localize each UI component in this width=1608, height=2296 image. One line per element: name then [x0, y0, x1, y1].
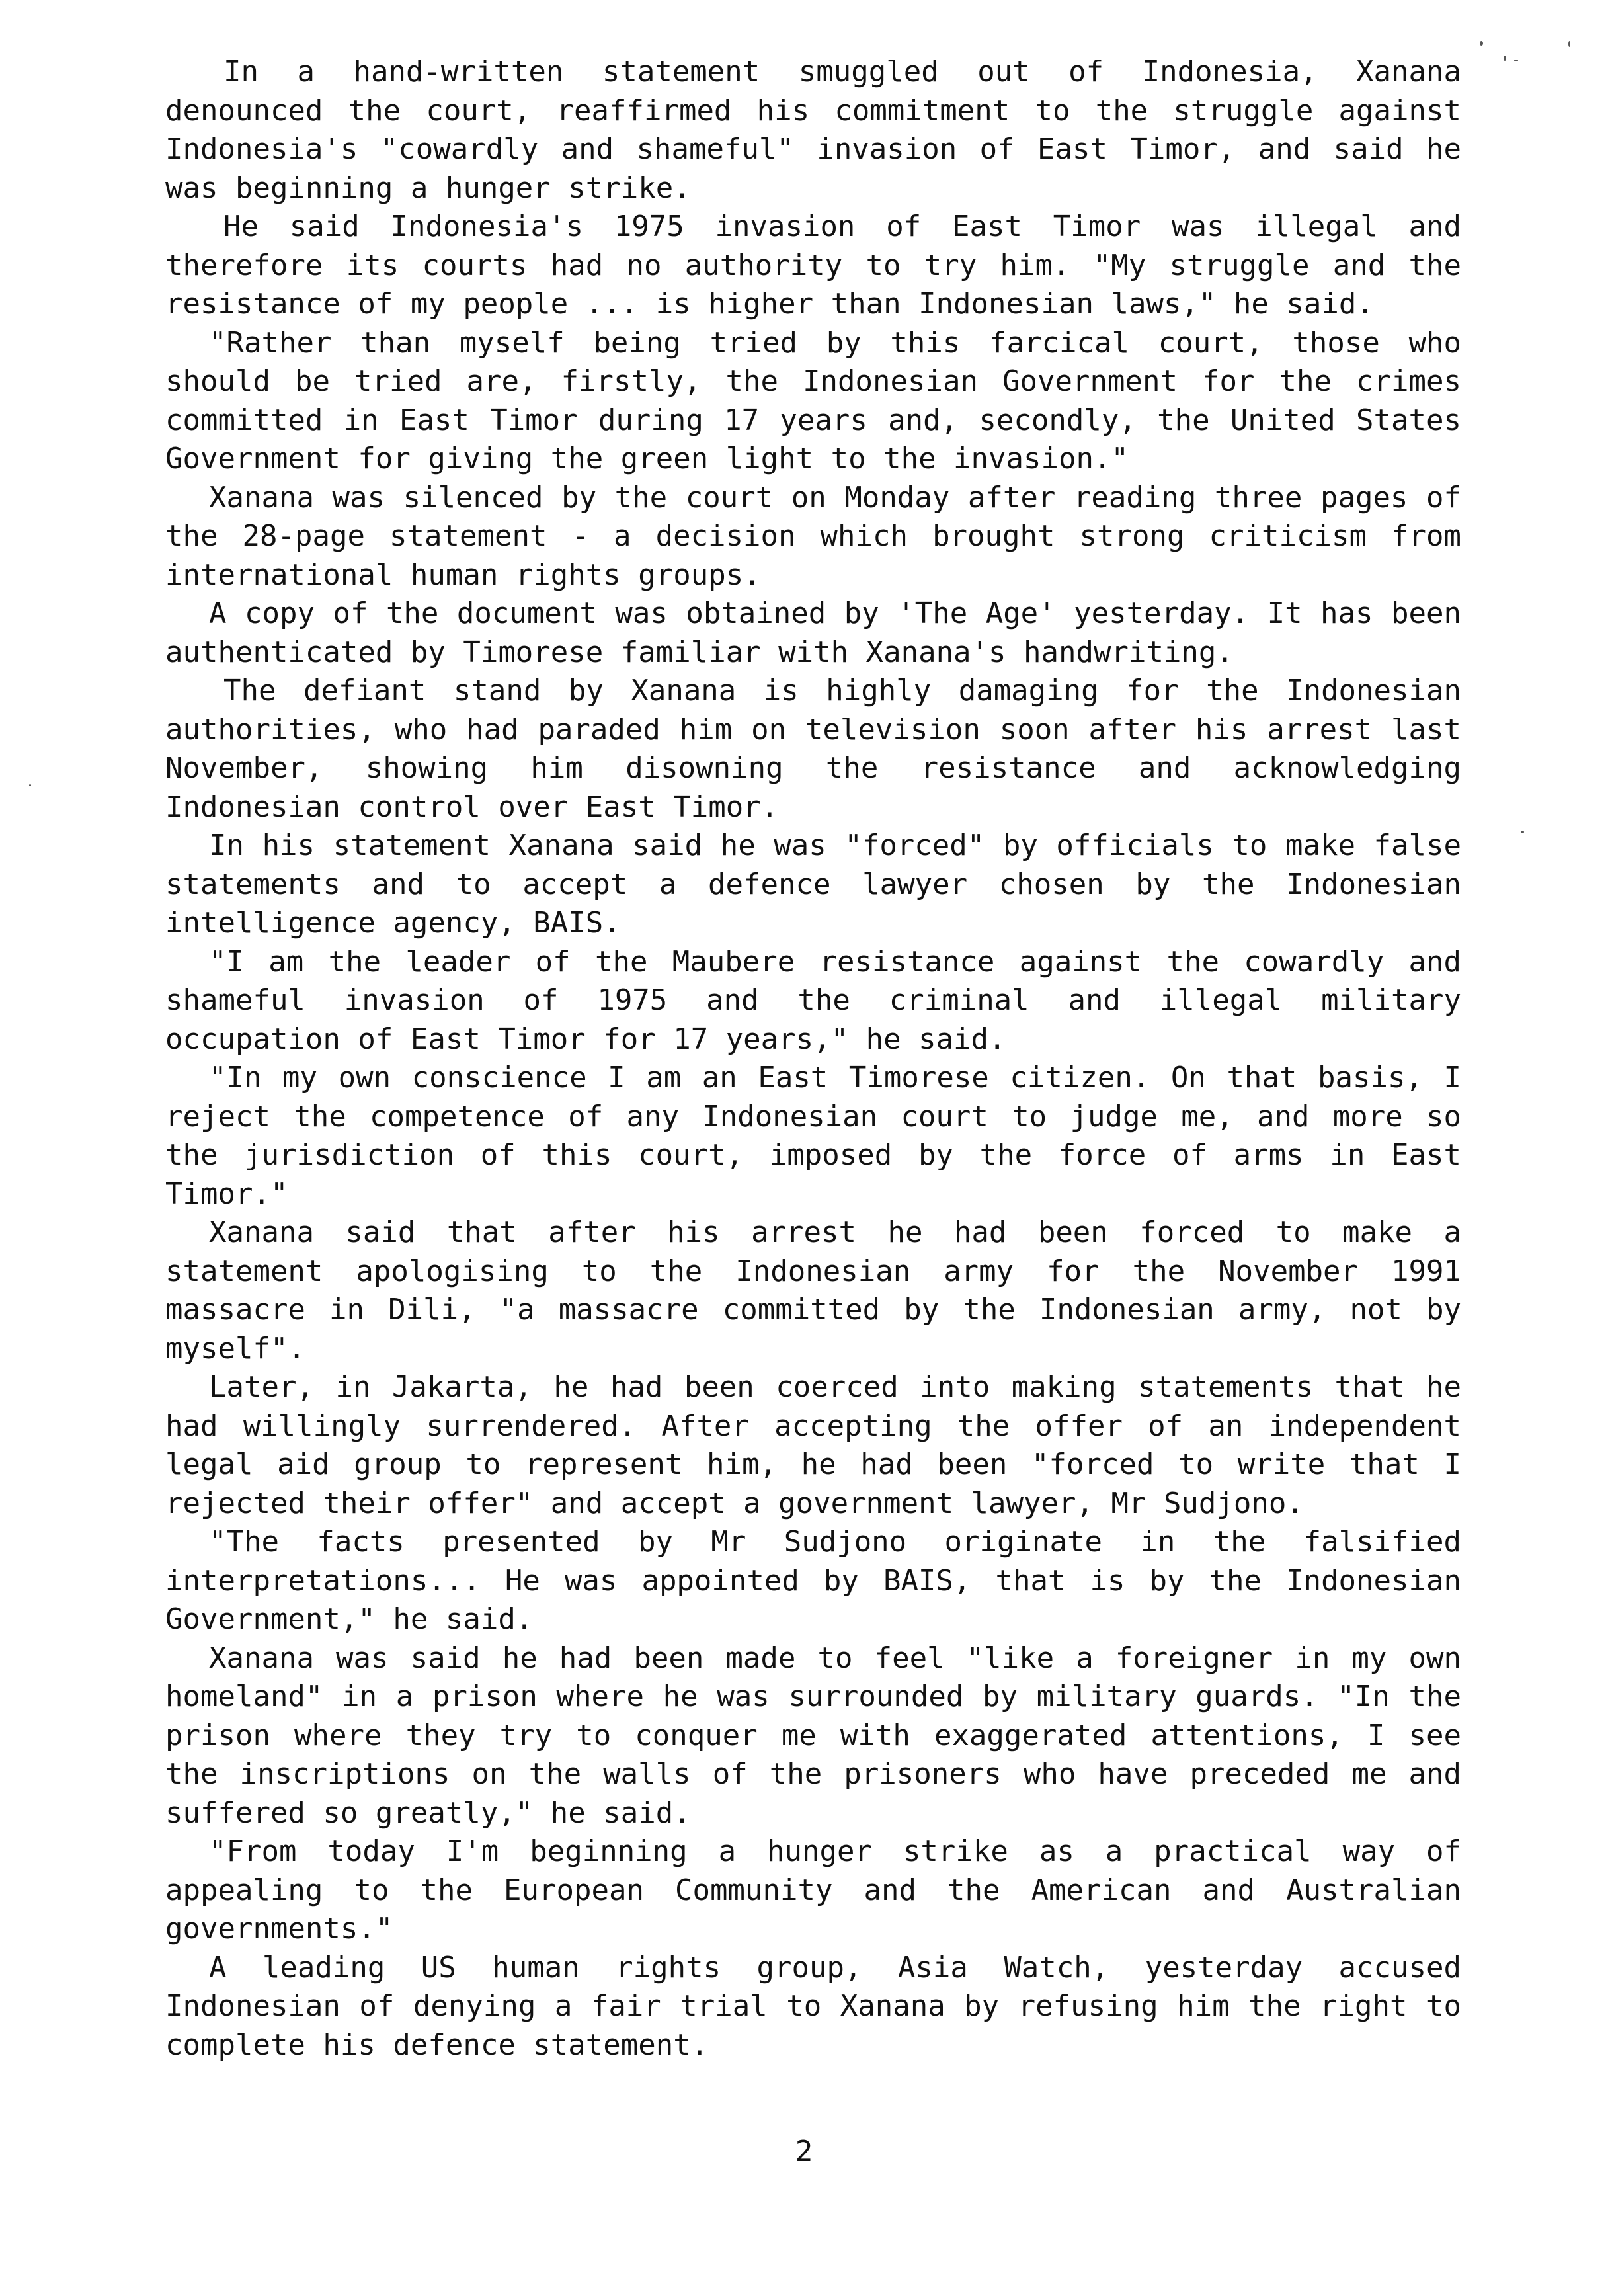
paragraph: Xanana was silenced by the court on Monday after reading three pages of the 28-page statement - a decision which brought strong criticism from international human rights groups. [165, 480, 1461, 592]
paragraph: "The facts presented by Mr Sudjono originate in the falsified interpretations... He was appointed by BAIS, that is by the Indonesian Government," he said. [165, 1525, 1461, 1636]
paragraph: A leading US human rights group, Asia Watch, yesterday accused Indonesian of denying a fair trial to Xanana by refusing him the right to complete his defence statement. [165, 1950, 1461, 2062]
paragraph: He said Indonesia's 1975 invasion of East Timor was illegal and therefore its courts had no authority to try him. "My struggle and the resistance of my people ... is higher than Indonesian laws," he said. [165, 210, 1461, 321]
paragraph: The defiant stand by Xanana is highly damaging for the Indonesian authorities, who had paraded him on television soon after his arrest last November, showing him disowning the resistance and acknowledging Indonesian control over East Timor. [165, 674, 1461, 824]
scan-speck [1514, 60, 1518, 62]
paragraph: In a hand-written statement smuggled out of Indonesia, Xanana denounced the court, reaffirmed his commitment to the struggle against Indonesia's "cowardly and shameful" invasion of East Timor, and said he was beginning a hunger strike. [165, 55, 1461, 205]
paragraph: Xanana said that after his arrest he had been forced to make a statement apologising to the Indonesian army for the November 1991 massacre in Dili, "a massacre committed by the Indonesian army, not by myself". [165, 1215, 1461, 1366]
scan-speck [1480, 41, 1483, 46]
scan-speck [29, 784, 31, 786]
paragraph: A copy of the document was obtained by 'The Age' yesterday. It has been authenticated by Timorese familiar with Xanana's handwriting. [165, 596, 1461, 669]
article-body [165, 53, 1461, 2065]
paragraph: Xanana was said he had been made to feel "like a foreigner in my own homeland" in a prison where he was surrounded by military guards. "In the prison where they try to conquer me with exaggerated attentions, I see the inscriptions on the walls of the prisoners who have preceded me and suffered so greatly," he said. [165, 1641, 1461, 1830]
paragraph: "I am the leader of the Maubere resistance against the cowardly and shameful invasion of 1975 and the criminal and illegal military occupation of East Timor for 17 years," he said. [165, 944, 1461, 1056]
scan-speck [1568, 41, 1570, 47]
paragraph: "In my own conscience I am an East Timorese citizen. On that basis, I reject the competence of any Indonesian court to judge me, and more so the jurisdiction of this court, imposed by the force of arms in East Timor." [165, 1061, 1461, 1211]
page-number: 2 [795, 2135, 813, 2168]
scan-speck [1521, 831, 1524, 833]
paragraph: In his statement Xanana said he was "forced" by officials to make false statements and to accept a defence lawyer chosen by the Indonesian intelligence agency, BAIS. [165, 829, 1461, 940]
scan-speck [1504, 56, 1506, 61]
paragraph: "From today I'm beginning a hunger strike as a practical way of appealing to the European Community and the American and Australian governments." [165, 1834, 1461, 1946]
paragraph: "Rather than myself being tried by this farcical court, those who should be tried are, firstly, the Indonesian Government for the crimes committed in East Timor during 17 years and, secondly, the United States Government for giving the green light to the invasion." [165, 325, 1461, 475]
paragraph: Later, in Jakarta, he had been coerced into making statements that he had willingly surrendered. After accepting the offer of an independent legal aid group to represent him, he had been "forced to write that I rejected their offer" and accept a government lawyer, Mr Sudjono. [165, 1370, 1461, 1520]
